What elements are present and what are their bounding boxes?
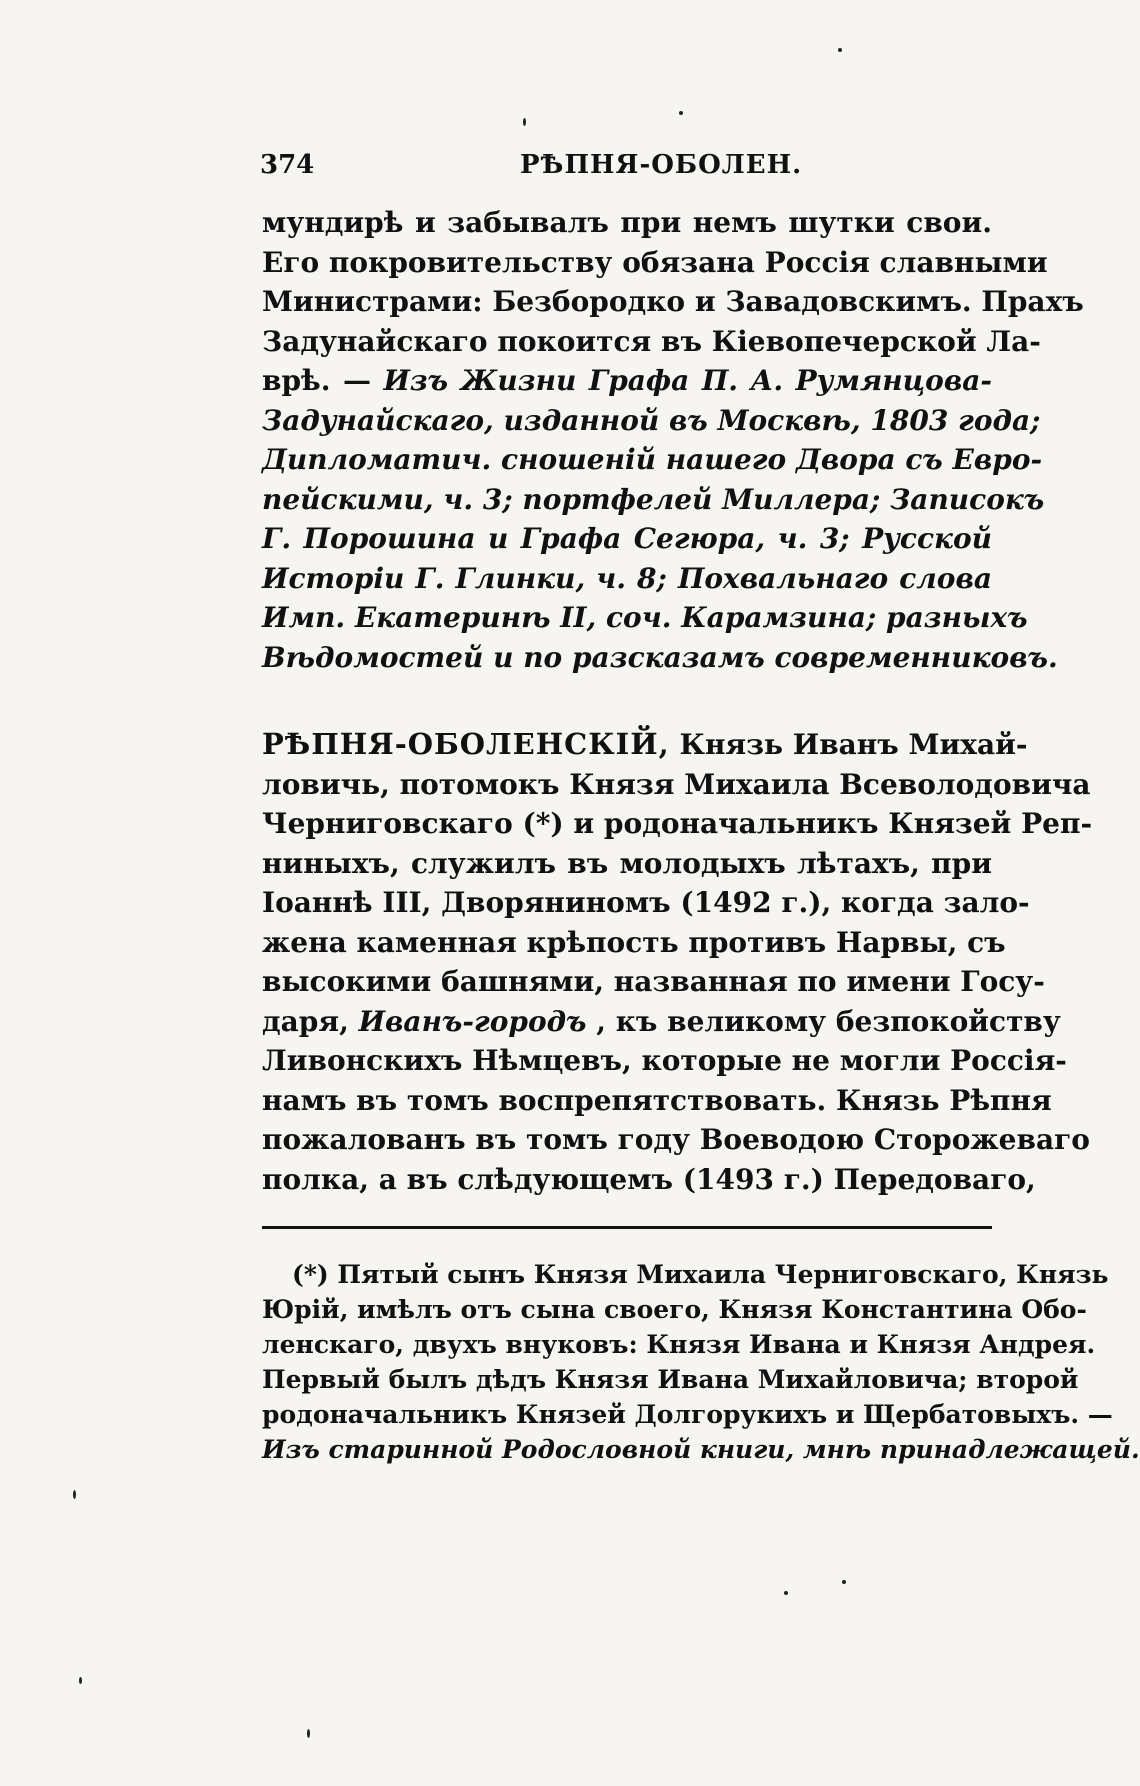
text-line: жена каменная крѣпость противъ Нарвы, съ	[262, 925, 1006, 959]
scan-speck	[679, 111, 683, 115]
entry-heading: РѢПНЯ-ОБОЛЕНСКІЙ,	[262, 727, 670, 761]
scan-speck	[838, 48, 842, 52]
footnote-line: Первый былъ дѣдъ Князя Ивана Михайловича; второй	[262, 1365, 1079, 1394]
footnote-line: Юрій, имѣлъ отъ сына своего, Князя Константина Обо-	[262, 1295, 1087, 1324]
running-header	[260, 150, 1000, 190]
scan-speck	[523, 118, 526, 126]
text-line: Іоаннѣ III, Дворяниномъ (1492 г.), когда зало-	[262, 886, 1030, 919]
source-citation: Изъ Жизни Графа П. А. Румянцова-	[383, 364, 993, 397]
text-line	[262, 725, 1028, 765]
footnote-line: (*) Пятый сынъ Князя Михаила Черниговскаго, Князь	[292, 1260, 1109, 1289]
citation-line: пейскими, ч. 3; портфелей Миллера; Записокъ	[262, 482, 1045, 516]
text-segment: Князь Иванъ Михай-	[679, 728, 1028, 761]
running-title: РѢПНЯ-ОБОЛЕН.	[520, 150, 803, 180]
scan-speck	[79, 1677, 82, 1684]
text-line: Его покровительству обязана Россія славными	[262, 245, 1048, 279]
footnote-line: родоначальникъ Князей Долгорукихъ и Щербатовыхъ. —	[262, 1400, 1113, 1429]
text-line: ловичь, потомокъ Князя Михаила Всеволодовича	[262, 767, 1091, 801]
place-name: Иванъ-городъ	[358, 1004, 587, 1038]
main-text	[262, 203, 1093, 1199]
text-segment: , къ великому безпокойству	[596, 1004, 1061, 1038]
text-line: Ливонскихъ Нѣмцевъ, которые не могли Россія-	[262, 1044, 1067, 1077]
footnote-citation: Изъ старинной Родословной книги, мнѣ принадлежащей.	[262, 1435, 1140, 1464]
footnote-line: ленскаго, двухъ внуковъ: Князя Ивана и Князя Андрея.	[262, 1330, 1096, 1359]
text-line: высокими башнями, названная по имени Госу-	[262, 965, 1045, 998]
text-segment: врѣ. —	[262, 364, 371, 397]
text-line: ниныхъ, служилъ въ молодыхъ лѣтахъ, при	[262, 846, 992, 880]
scan-speck	[73, 1490, 76, 1499]
citation-line: Исторіи Г. Глинки, ч. 8; Похвальнаго слова	[262, 561, 992, 595]
text-line	[262, 361, 992, 401]
citation-line: Вѣдомостей и по разсказамъ современниковъ.	[262, 640, 1058, 674]
scan-speck	[307, 1729, 310, 1738]
text-line: намъ въ томъ воспрепятствовать. Князь Рѣпня	[262, 1083, 1052, 1117]
text-line: мундирѣ и забывалъ при немъ шутки свои.	[262, 206, 992, 239]
page-number: 374	[260, 150, 315, 180]
footnote	[262, 1257, 1140, 1467]
scan-speck	[784, 1591, 788, 1595]
citation-line: Дипломатич. сношеній нашего Двора съ Евро-	[262, 443, 1043, 476]
text-line	[262, 1002, 1061, 1042]
footnote-rule	[262, 1226, 992, 1229]
citation-line: Задунайскаго, изданной въ Москвѣ, 1803 года;	[262, 403, 1041, 437]
citation-line: Г. Порошина и Графа Сегюра, ч. 3; Русской	[262, 522, 992, 555]
text-segment: даря,	[262, 1004, 349, 1038]
text-line: Задунайскаго покоится въ Кіевопечерской Ла-	[262, 324, 1041, 358]
scan-speck	[842, 1580, 846, 1584]
citation-line: Имп. Екатеринѣ II, соч. Карамзина; разныхъ	[262, 601, 1028, 634]
text-line: Министрами: Безбородко и Завадовскимъ. Прахъ	[262, 285, 1084, 318]
text-line: пожалованъ въ томъ году Воеводою Сторожеваго	[262, 1123, 1090, 1156]
text-line: Черниговскаго (*) и родоначальникъ Князей Реп-	[262, 807, 1093, 840]
text-line: полка, а въ слѣдующемъ (1493 г.) Передоваго,	[262, 1162, 1036, 1196]
